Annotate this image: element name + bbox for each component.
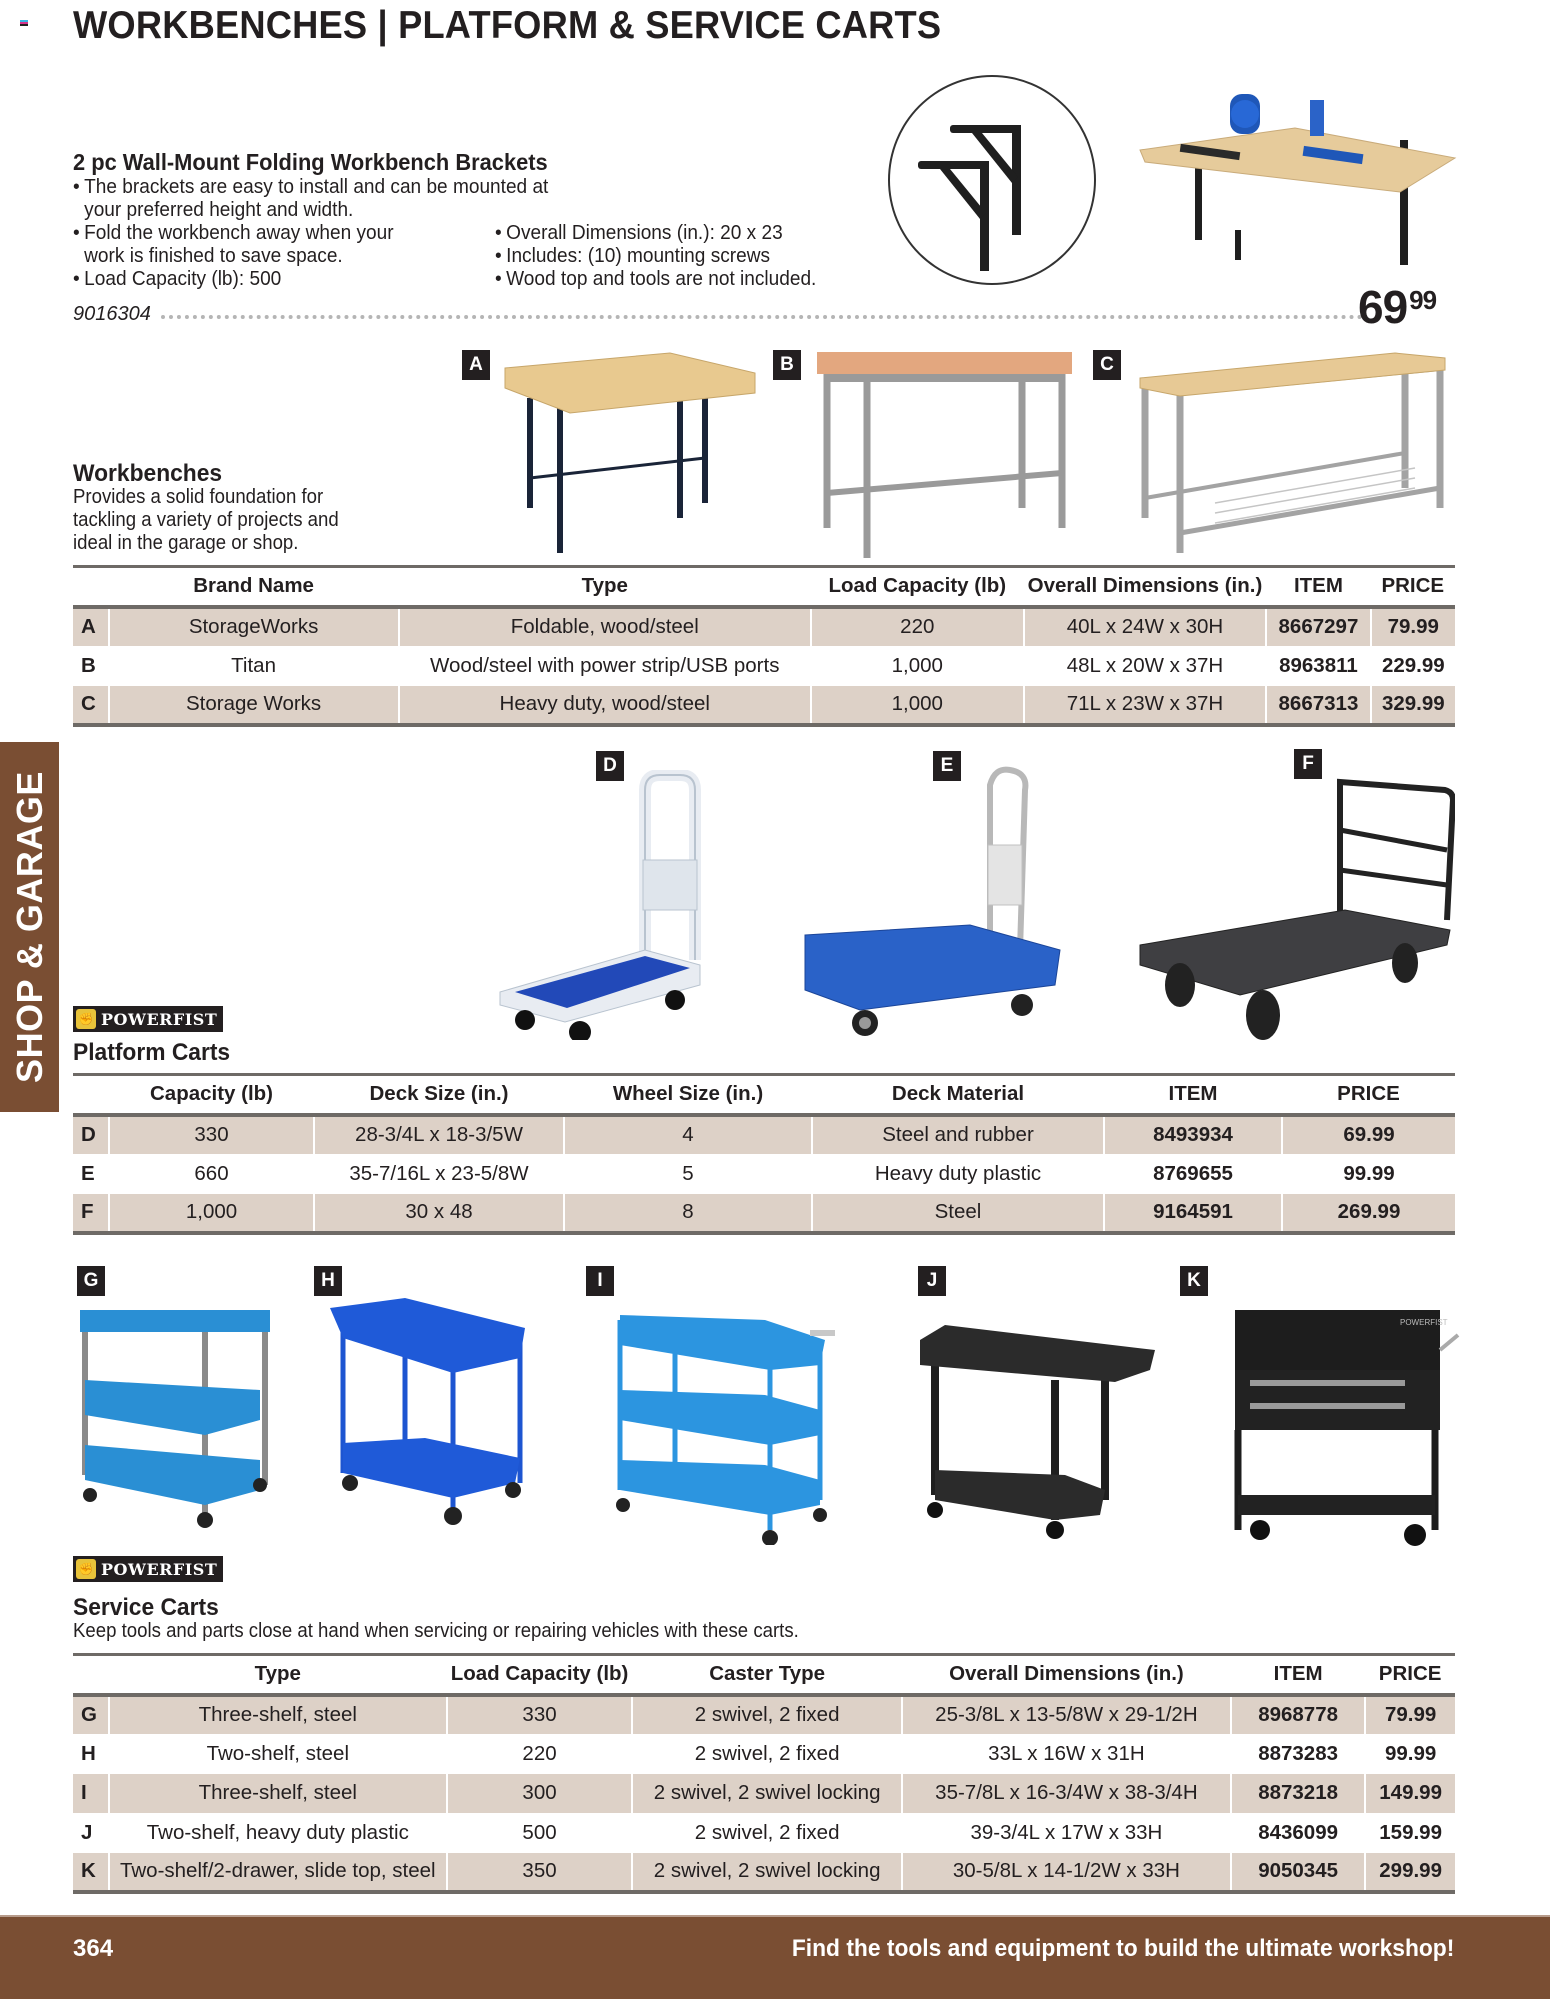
workbenches-title: Workbenches — [73, 460, 223, 487]
cell-deck-size: 28-3/4L x 18-3/5W — [314, 1115, 564, 1155]
footer-tagline: Find the tools and equipment to build the ultimate workshop! — [791, 1935, 1454, 1962]
col-deck-material: Deck Material — [812, 1075, 1104, 1115]
image-label-a: A — [462, 350, 490, 380]
table-row — [73, 1695, 1455, 1735]
page-number: 364 — [73, 1935, 114, 1962]
table-row — [73, 646, 1455, 686]
cell-item: 8769655 — [1104, 1154, 1282, 1194]
image-label-g: G — [77, 1266, 105, 1296]
cell-capacity: 330 — [109, 1115, 314, 1155]
service-carts-title: Service Carts — [73, 1594, 219, 1621]
page-footer — [0, 1915, 1550, 1999]
cell-material: Heavy duty plastic — [812, 1154, 1104, 1194]
cell-capacity: 220 — [811, 607, 1024, 647]
cell-caster: 2 swivel, 2 swivel locking — [632, 1774, 901, 1814]
brand-logo-text: POWERFIST — [101, 1559, 218, 1579]
col-wheel-size: Wheel Size (in.) — [564, 1075, 812, 1115]
table-row — [73, 1813, 1455, 1853]
image-label-f: F — [1294, 749, 1322, 779]
fist-logo-icon: ✊ — [76, 1559, 96, 1579]
cell-brand: Storage Works — [109, 686, 399, 726]
col-caster: Caster Type — [632, 1655, 901, 1695]
table-row — [73, 607, 1455, 647]
cell-price: 79.99 — [1371, 607, 1455, 647]
cell-price: 229.99 — [1371, 646, 1455, 686]
table-row — [73, 1734, 1455, 1774]
col-capacity: Capacity (lb) — [109, 1075, 314, 1115]
col-letter — [73, 1075, 109, 1115]
image-label-j: J — [918, 1266, 946, 1296]
col-price: PRICE — [1282, 1075, 1455, 1115]
table-row — [73, 1853, 1455, 1893]
cell-dimensions: 33L x 16W x 31H — [902, 1734, 1231, 1774]
cell-caster: 2 swivel, 2 fixed — [632, 1695, 901, 1735]
cell-price: 299.99 — [1365, 1853, 1455, 1893]
powerfist-logo-platform — [73, 1006, 223, 1032]
cell-item: 8667297 — [1266, 607, 1370, 647]
cell-item: 8873218 — [1231, 1774, 1365, 1814]
row-letter: A — [73, 607, 109, 647]
cell-item: 8873283 — [1231, 1734, 1365, 1774]
bracket-bullets-right — [495, 221, 886, 290]
bracket-closeup-image — [888, 75, 1096, 285]
cell-item: 8963811 — [1266, 646, 1370, 686]
bullet: • The brackets are easy to install and can be mounted at your preferred height and width. — [73, 175, 557, 221]
cell-wheel-size: 5 — [564, 1154, 812, 1194]
bracket-product-title: 2 pc Wall-Mount Folding Workbench Brackets — [73, 149, 548, 175]
cell-price: 99.99 — [1282, 1154, 1455, 1194]
bullet: • Overall Dimensions (in.): 20 x 23 — [495, 221, 886, 244]
image-label-c: C — [1093, 350, 1121, 380]
cell-wheel-size: 8 — [564, 1194, 812, 1234]
cell-dimensions: 39-3/4L x 17W x 33H — [902, 1813, 1231, 1853]
price-dollars: 69 — [1358, 281, 1408, 333]
fist-logo-icon: ✊ — [76, 1009, 96, 1029]
cell-capacity: 300 — [447, 1774, 633, 1814]
row-letter: J — [81, 1820, 93, 1844]
image-label-e: E — [933, 751, 961, 781]
cell-price: 329.99 — [1371, 686, 1455, 726]
row-letter: E — [81, 1161, 95, 1185]
cell-type: Foldable, wood/steel — [399, 607, 811, 647]
cell-capacity: 660 — [109, 1154, 314, 1194]
image-label-b: B — [773, 350, 801, 380]
cell-type: Three-shelf, steel — [109, 1774, 447, 1814]
service-cart-j-image — [915, 1320, 1160, 1540]
cell-type: Two-shelf/2-drawer, slide top, steel — [109, 1853, 447, 1893]
print-registration-mark — [20, 20, 28, 30]
row-letter: C — [73, 686, 109, 726]
platform-carts-title: Platform Carts — [73, 1039, 231, 1066]
bracket-bullets-left — [73, 175, 557, 290]
bracket-sku-line — [73, 303, 1363, 327]
workbench-a-image — [500, 348, 760, 558]
col-letter — [73, 1655, 109, 1695]
col-capacity: Load Capacity (lb) — [447, 1655, 633, 1695]
platform-cart-f-image — [1135, 770, 1455, 1040]
table-header-row — [73, 1655, 1455, 1695]
svg-text:POWERFIST: POWERFIST — [1400, 1318, 1448, 1327]
cell-item: 8667313 — [1266, 686, 1370, 726]
cell-type: Wood/steel with power strip/USB ports — [399, 646, 811, 686]
platform-cart-e-image — [800, 765, 1065, 1045]
platform-cart-d-image — [495, 770, 745, 1040]
row-letter: B — [81, 653, 96, 677]
cell-item: 8493934 — [1104, 1115, 1282, 1155]
cell-type: Two-shelf, steel — [109, 1734, 447, 1774]
image-label-h: H — [314, 1266, 342, 1296]
cell-material: Steel and rubber — [812, 1115, 1104, 1155]
cell-deck-size: 35-7/16L x 23-5/8W — [314, 1154, 564, 1194]
cell-type: Three-shelf, steel — [109, 1695, 447, 1735]
cell-brand: Titan — [109, 646, 399, 686]
bracket-sku: 9016304 — [73, 303, 151, 325]
cell-capacity: 220 — [447, 1734, 633, 1774]
col-letter — [73, 567, 109, 607]
col-dimensions: Overall Dimensions (in.) — [1024, 567, 1267, 607]
service-cart-g-image — [75, 1305, 275, 1530]
service-cart-h-image — [325, 1298, 535, 1528]
row-letter: F — [73, 1194, 109, 1234]
workbench-c-image — [1135, 348, 1450, 558]
cell-caster: 2 swivel, 2 fixed — [632, 1734, 901, 1774]
service-cart-k-image — [1230, 1305, 1460, 1550]
image-label-k: K — [1180, 1266, 1208, 1296]
cell-deck-size: 30 x 48 — [314, 1194, 564, 1234]
cell-type: Two-shelf, heavy duty plastic — [109, 1813, 447, 1853]
workbenches-description: Provides a solid foundation for tackling a variety of projects and ideal in the garage or shop. — [73, 486, 339, 554]
row-letter: G — [73, 1695, 109, 1735]
cell-dimensions: 30-5/8L x 14-1/2W x 33H — [902, 1853, 1231, 1893]
bullet: • Includes: (10) mounting screws — [495, 244, 886, 267]
service-carts-table — [73, 1653, 1455, 1894]
row-letter: K — [73, 1853, 109, 1893]
bracket-price — [1358, 280, 1436, 334]
cell-brand: StorageWorks — [109, 607, 399, 647]
dot-leader — [161, 315, 1363, 319]
image-label-i: I — [586, 1266, 614, 1296]
cell-caster: 2 swivel, 2 fixed — [632, 1813, 901, 1853]
image-label-d: D — [596, 751, 624, 781]
table-row — [73, 1115, 1455, 1155]
cell-capacity: 330 — [447, 1695, 633, 1735]
price-cents: 99 — [1409, 285, 1437, 315]
col-brand: Brand Name — [109, 567, 399, 607]
col-deck-size: Deck Size (in.) — [314, 1075, 564, 1115]
bullet: • Fold the workbench away when your work is finished to save space. — [73, 221, 408, 267]
cell-capacity: 500 — [447, 1813, 633, 1853]
page-title: WORKBENCHES | PLATFORM & SERVICE CARTS — [73, 4, 942, 47]
row-letter: D — [73, 1115, 109, 1155]
table-row — [73, 1154, 1455, 1194]
col-item: ITEM — [1231, 1655, 1365, 1695]
col-dimensions: Overall Dimensions (in.) — [902, 1655, 1231, 1695]
table-row — [73, 686, 1455, 726]
brand-logo-text: POWERFIST — [101, 1009, 218, 1029]
cell-capacity: 1,000 — [109, 1194, 314, 1234]
bullet: • Wood top and tools are not included. — [495, 267, 886, 290]
row-letter: I — [73, 1774, 109, 1814]
cell-capacity: 350 — [447, 1853, 633, 1893]
cell-price: 159.99 — [1365, 1813, 1455, 1853]
col-price: PRICE — [1365, 1655, 1455, 1695]
cell-capacity: 1,000 — [811, 646, 1024, 686]
table-row — [73, 1774, 1455, 1814]
cell-price: 69.99 — [1282, 1115, 1455, 1155]
section-side-tab — [0, 742, 59, 1112]
cell-wheel-size: 4 — [564, 1115, 812, 1155]
cell-dimensions: 35-7/8L x 16-3/4W x 38-3/4H — [902, 1774, 1231, 1814]
col-item: ITEM — [1266, 567, 1370, 607]
workbench-b-image — [812, 348, 1077, 558]
cell-type: Heavy duty, wood/steel — [399, 686, 811, 726]
cell-item: 9164591 — [1104, 1194, 1282, 1234]
cell-item: 8436099 — [1231, 1813, 1365, 1853]
workbenches-table — [73, 565, 1455, 727]
table-header-row — [73, 1075, 1455, 1115]
cell-material: Steel — [812, 1194, 1104, 1234]
bullet: • Load Capacity (lb): 500 — [73, 267, 557, 290]
cell-price: 269.99 — [1282, 1194, 1455, 1234]
col-price: PRICE — [1371, 567, 1455, 607]
cell-dimensions: 48L x 20W x 37H — [1024, 646, 1267, 686]
cell-dimensions: 71L x 23W x 37H — [1024, 686, 1267, 726]
side-tab-label: SHOP & GARAGE — [8, 771, 50, 1083]
cell-price: 149.99 — [1365, 1774, 1455, 1814]
cell-item: 8968778 — [1231, 1695, 1365, 1735]
row-letter: H — [81, 1741, 96, 1765]
col-item: ITEM — [1104, 1075, 1282, 1115]
service-cart-i-image — [615, 1310, 840, 1545]
table-header-row — [73, 567, 1455, 607]
cell-price: 79.99 — [1365, 1695, 1455, 1735]
cell-dimensions: 40L x 24W x 30H — [1024, 607, 1267, 647]
service-carts-description: Keep tools and parts close at hand when servicing or repairing vehicles with these carts. — [73, 1620, 799, 1642]
col-type: Type — [399, 567, 811, 607]
powerfist-logo-service — [73, 1556, 223, 1582]
col-type: Type — [109, 1655, 447, 1695]
cell-capacity: 1,000 — [811, 686, 1024, 726]
col-capacity: Load Capacity (lb) — [811, 567, 1024, 607]
cell-price: 99.99 — [1365, 1734, 1455, 1774]
platform-carts-table — [73, 1073, 1455, 1235]
table-row — [73, 1194, 1455, 1234]
cell-caster: 2 swivel, 2 swivel locking — [632, 1853, 901, 1893]
cell-item: 9050345 — [1231, 1853, 1365, 1893]
cell-dimensions: 25-3/8L x 13-5/8W x 29-1/2H — [902, 1695, 1231, 1735]
bracket-table-image — [1135, 70, 1460, 265]
